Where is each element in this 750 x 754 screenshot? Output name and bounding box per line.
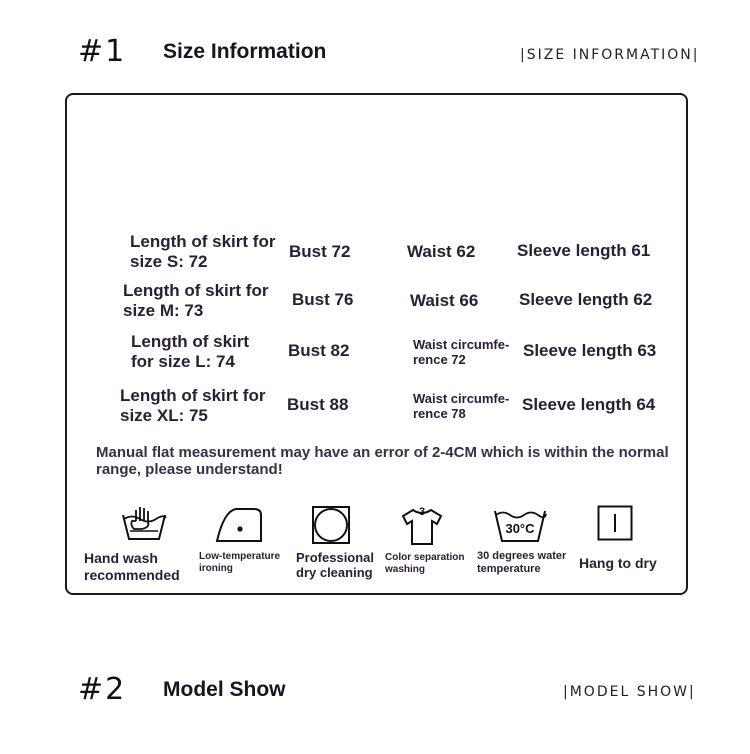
hang-dry-icon xyxy=(597,505,633,543)
care-item-color-separation xyxy=(385,502,475,576)
care-item-ironing xyxy=(199,505,289,575)
section-2-tag: |MODEL SHOW| xyxy=(563,684,696,700)
size-l-waist: Waist circumfe-rence 72 xyxy=(413,337,510,367)
section-1-title: Size Information xyxy=(163,40,327,63)
section-2-title: Model Show xyxy=(163,678,286,701)
section-1-tag: |SIZE INFORMATION| xyxy=(520,47,700,63)
low-temp-iron-icon xyxy=(214,505,264,545)
care-label-dry-clean: Professional dry cleaning xyxy=(296,550,375,580)
care-item-hand-wash xyxy=(84,505,194,584)
size-xl-bust: Bust 88 xyxy=(287,395,349,414)
water-temp-glyph: 30°C xyxy=(505,521,535,536)
size-xl-waist: Waist circumfe-rence 78 xyxy=(413,391,510,421)
care-item-hang-dry xyxy=(579,505,669,572)
water-temp-icon xyxy=(493,505,547,545)
care-label-ironing: Low-temperature ironing xyxy=(199,551,281,574)
dry-clean-icon xyxy=(311,505,351,545)
size-s-sleeve: Sleeve length 61 xyxy=(517,241,651,260)
size-l-length: Length of skirt for size L: 74 xyxy=(131,332,250,371)
color-separation-glyph: 3 xyxy=(418,506,426,518)
size-xl-length: Length of skirt for size XL: 75 xyxy=(120,386,266,425)
size-xl-sleeve: Sleeve length 64 xyxy=(522,395,656,414)
care-label-water-temp: 30 degrees water temperature xyxy=(477,550,567,575)
section-1-number: #1 xyxy=(78,34,127,69)
size-m-sleeve: Sleeve length 62 xyxy=(519,290,653,309)
section-2-number: #2 xyxy=(78,672,127,707)
size-m-waist: Waist 66 xyxy=(410,291,479,310)
size-m-bust: Bust 76 xyxy=(292,290,354,309)
care-label-hang-dry: Hang to dry xyxy=(579,555,657,571)
size-l-sleeve: Sleeve length 63 xyxy=(523,341,657,360)
care-label-color-separation: Color separation washing xyxy=(385,552,465,575)
size-s-waist: Waist 62 xyxy=(407,242,476,261)
care-label-hand-wash: Hand wash recommended xyxy=(84,550,180,583)
size-m-length: Length of skirt for size M: 73 xyxy=(123,281,269,320)
size-s-length: Length of skirt for size S: 72 xyxy=(130,232,276,271)
hand-wash-icon xyxy=(120,505,168,545)
care-item-dry-clean xyxy=(296,505,386,580)
size-s-bust: Bust 72 xyxy=(289,242,351,261)
care-item-water-temp xyxy=(477,505,572,576)
measurement-note: Manual flat measurement may have an error of 2-4CM which is within the normal range, please understand! xyxy=(96,444,669,478)
color-separation-wash-icon xyxy=(399,502,445,546)
size-l-bust: Bust 82 xyxy=(288,341,350,360)
